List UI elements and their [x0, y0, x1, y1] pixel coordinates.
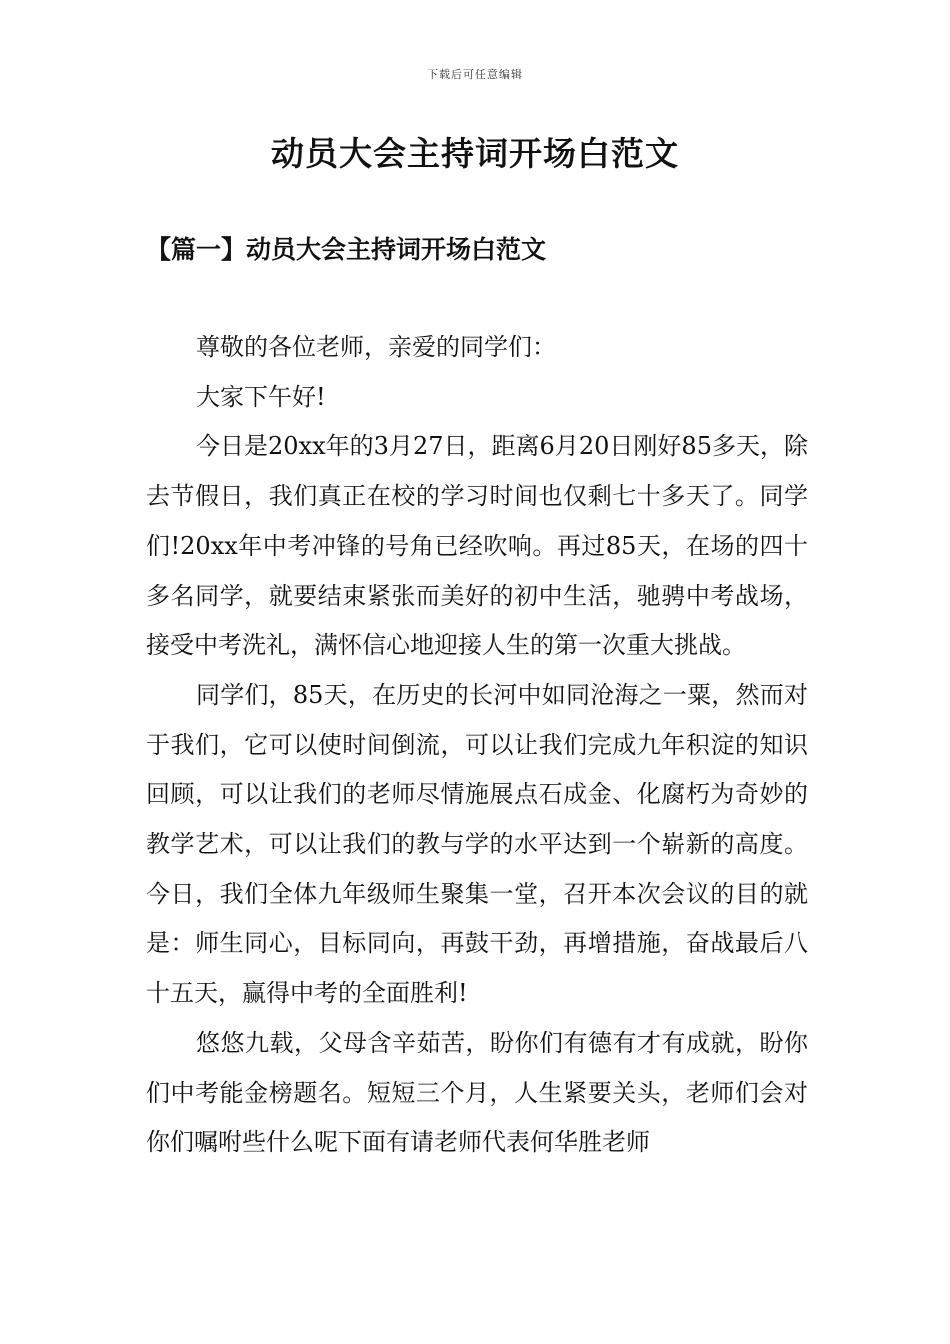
document-body [146, 323, 808, 1168]
document-title: 动员大会主持词开场白范文 [271, 134, 679, 173]
section-heading: 【篇一】动员大会主持词开场白范文 [146, 235, 547, 264]
header-note: 下载后可任意编辑 [427, 68, 523, 81]
paragraph: 悠悠九载，父母含辛茹苦，盼你们有德有才有成就，盼你们中考能金榜题名。短短三个月，人生紧要关头，老师们会对你们嘱咐些什么呢下面有请老师代表何华胜老师 [146, 1028, 808, 1157]
paragraph: 同学们，85天，在历史的长河中如同沧海之一粟，然而对于我们，它可以使时间倒流，可以让我们完成九年积淀的知识回顾，可以让我们的老师尽情施展点石成金、化腐朽为奇妙的教学艺术，可以让我们的教与学的水平达到一个崭新的高度。今日，我们全体九年级师生聚集一堂，召开本次会议的目的就是：师生同心，目标同向，再鼓干劲，再增措施，奋战最后八十五天，赢得中考的全面胜利! [146, 680, 808, 1008]
paragraph-salutation: 大家下午好! [196, 382, 326, 411]
paragraph: 今日是20xx年的3月27日，距离6月20日刚好85多天，除去节假日，我们真正在校的学习时间也仅剩七十多天了。同学们!20xx年中考冲锋的号角已经吹响。再过85天，在场的四十多名同学，就要结束紧张而美好的初中生活，驰骋中考战场，接受中考洗礼，满怀信心地迎接人生的第一次重大挑战。 [146, 432, 808, 660]
paragraph-greeting: 尊敬的各位老师，亲爱的同学们： [196, 333, 556, 361]
